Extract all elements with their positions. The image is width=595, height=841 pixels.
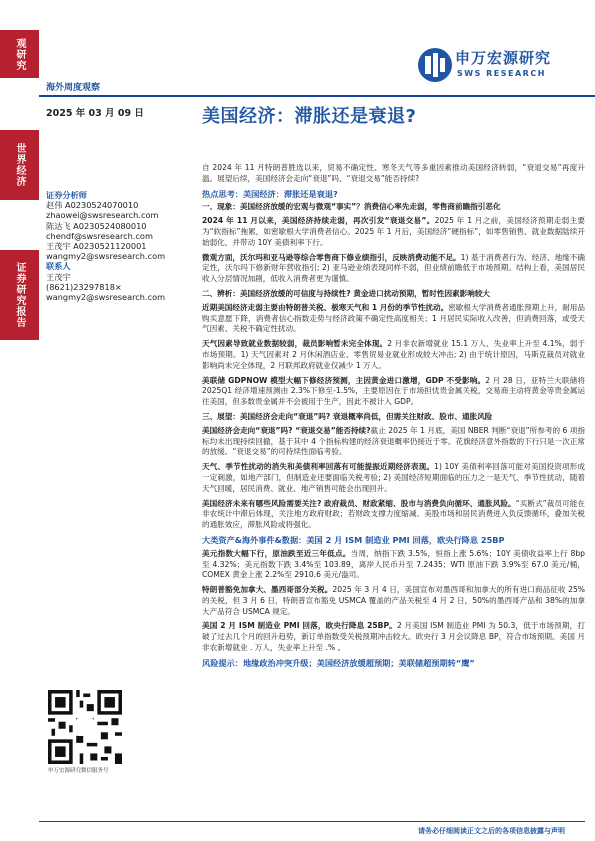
section-1-paragraph: 2024 年 11 月以来，美国经济持续走弱，再次引发“衰退交易”。2025 年 1 月之前，美国经济预期走弱主要为“软指标”拖累，如密歇根大学消费者信心。2025 年 1 月后，美国经济“硬指标”，如零售销售、就业数据陆续开始弱化，并带动 10Y 美债利率下行。: [202, 216, 585, 247]
contact-line: 王茂宇: [46, 271, 71, 282]
sidebar-tag-securities-report: 证券研究报告: [0, 250, 39, 340]
disclaimer-footer: 请务必仔细阅读正文之后的各项信息披露与声明: [418, 827, 565, 835]
report-title: 美国经济：滞胀还是衰退?: [202, 106, 417, 127]
section-2-paragraph: 美联储 GDPNOW 模型大幅下修经济预测，主因黄金进口激增，GDP 不受影响。2 月 28 日，亚特兰大联储将 2025Q1 经济增速预测由 2.3%下修至-1.5%，主要原因在于市场担忧贵金属关税，交易商主动将黄金等贵金属运往美国，但多数贵金属并不会被用于生产，因此不被计入 GDP。: [202, 375, 585, 407]
section-1-paragraph: 微观方面，沃尔玛和亚马逊等综合零售商下修业绩指引，反映消费动能不足。1) 基于消费者行为、经济、地缘不确定性，沃尔玛下修新财年营收指引; 2) 亚马逊业绩表现同样不弱，但业绩前瞻低于市场预期。结构上看，美国居民收入分层情况加剧，低收入消费者更为谨慎。: [202, 252, 585, 284]
section-2-paragraph: 近期美国经济走弱主要由特朗普关税、极寒天气和 1 月份的季节性扰动。密歇根大学消费者通胀预期上升，耐用品购买意愿下降，消费者信心指数走势与经济政策不确定性高度相关；1 月居民实际收入改善，但消费回落，或受天气因素、关税不确定性扰动。: [202, 302, 586, 334]
sidebar-tag-research: 观研究: [0, 30, 39, 78]
section-3-paragraph: 天气、季节性扰动的消失和美债利率回落有可能提振近期经济表现。1) 10Y 美债利率回落可能对美国投资项形成一定刺激，如地产部门，但制造业还要面临关税考验; 2) 美国经济短期面临的压力之一是天气、季节性扰动，随着天气回暖，居民消费、就业、地产销售可能会出现回升。: [202, 462, 586, 493]
contact-email[interactable]: wangmy2@swsresearch.com: [46, 292, 166, 303]
risk-warning: 风险提示：地缘政治冲突升级；美国经济放缓超预期；美联储超预期转“鹰”: [202, 657, 475, 668]
market-paragraph: 美元指数大幅下行，原油跌至近三年低点。当周，纳指下跌 3.5%，恒指上涨 5.6%；10Y 美债收益率上行 8bp 至 4.32%；美元指数下跌 3.4%至 103.89，离岸人民币升至 7.2435；WTI 原油下跌 3.9%至 67.0 美元/桶，COMEX 黄金上涨 2.2%至 2910.6 美元/盎司。: [202, 548, 585, 580]
contact-line: (8621)23297818×: [46, 281, 122, 292]
report-series: 海外周度观察: [46, 83, 101, 93]
hot-topic-heading: 热点思考：美国经济：滞胀还是衰退?: [202, 188, 338, 199]
analyst-email[interactable]: wangmy2@swsresearch.com: [46, 251, 166, 262]
section-3-heading: 三、展望：美国经济会走向“衰退”吗? 衰退概率尚低，但需关注财政、股市、通胀风险: [202, 411, 493, 421]
analyst-email[interactable]: zhaowei@swsresearch.com: [46, 210, 159, 221]
analyst-email[interactable]: chendf@swsresearch.com: [46, 230, 153, 241]
section-3-paragraph: 美国经济会走向“衰退”吗? “衰退交易”能否持续?截止 2025 年 1 月底，美国 NBER 判断“衰退”所参考的 6 项指标均未出现持续回撤，基于其中 4 个指标构建的经济衰退概率仍接近于零。花旗经济意外指数的下行只是一次正常的放缓。“衰退交易”的可持续性面临考验。: [202, 425, 585, 457]
left-sidebar: [0, 0, 39, 841]
report-body: [202, 163, 585, 672]
analyst-info: [46, 190, 196, 302]
contact-header: 联系人: [46, 261, 71, 272]
sws-logo-icon: [415, 45, 455, 85]
analyst-line: 赵伟 A0230524070010: [46, 200, 139, 211]
logo-cn-text: 申万宏源研究: [455, 49, 552, 67]
logo-en-text: SWS RESEARCH: [457, 69, 546, 78]
market-paragraph: 特朗普豁免加拿大、墨西哥部分关税。2025 年 3 月 4 日，美国宣布对墨西哥和加拿大的所有进口商品征收 25%的关税，但 3 月 6 日，特朗普宣布豁免 USMCA 覆盖的产品关税至 4 月 2 日，50%的墨西哥产品和 38%的加拿大产品符合 USMCA 规定。: [202, 585, 585, 616]
qr-caption: 申万宏源研究微信服务号: [48, 768, 109, 774]
market-heading: 大类资产&海外事件&数据：美国 2 月 ISM 制造业 PMI 回落，欧央行降息 25BP: [202, 534, 505, 545]
footer-divider: [39, 821, 585, 822]
header-divider: [39, 95, 595, 97]
qr-center-logo: [76, 718, 94, 736]
market-paragraph: 美国 2 月 ISM 制造业 PMI 回落，欧央行降息 25BP。2 月美国 ISM 制造业 PMI 为 50.3，低于市场预期，打破了过去几个月的回升趋势，新订单指数受关税预期冲击较大。欧央行 3 月会议降息 BP，符合市场预期。美国 月非农新增就业 . 万人，失业率上升至 .% 。: [202, 621, 586, 653]
section-3-paragraph: 美国经济未来有哪些风险需要关注? 政府裁员、财政紧缩、股市与消费负向循环、通胀风险。“买断式”裁员可能在非农统计中滞后体现，关注地方政府财政；若财政支撑力度缩减、美股市场和居民消费进入负反馈循环，叠加关税的通胀效应，滞胀风险或将强化。: [202, 498, 585, 530]
analyst-line: 陈达飞 A0230524080010: [46, 220, 147, 231]
section-2-paragraph: 天气因素导致就业数据较弱，裁员影响暂未完全体现。2 月非农新增就业 15.1 万人、失业率上升至 4.1%，弱于市场预期。1) 天气因素对 2 月休闲酒店业、零售贸易业就业形成较大冲击; 2) 由于统计原因，马斯克裁员对就业影响尚未完全体现，2 月联邦政府就业仅减少 1 万人。: [202, 339, 585, 370]
section-1-heading: 一、现象：美国经济放缓的宏观与微观“事实”？消费信心率先走弱，零售商前瞻指引恶化: [202, 202, 501, 212]
intro-paragraph: 自 2024 年 11 月特朗普胜选以来，贸易不确定性、寒冬天气等多重因素推动美国经济转弱，“衰退交易”再度升温。展望后续，美国经济会走向“衰退”吗、“衰退交易”能否持续?: [202, 163, 585, 183]
analyst-line: 王茂宇 A0230521120001: [46, 241, 147, 252]
analyst-header: 证券分析师: [46, 190, 87, 200]
sidebar-tag-world-economy: 世界经济: [0, 130, 39, 200]
sws-logo: [415, 45, 575, 87]
wechat-qr-code: [48, 690, 122, 764]
report-date: 2025 年 03 月 09 日: [46, 108, 144, 119]
section-2-heading: 二、辨析：美国经济放缓的可信度与持续性? 黄金进口扰动预期，暂时性因素影响较大: [202, 288, 491, 298]
